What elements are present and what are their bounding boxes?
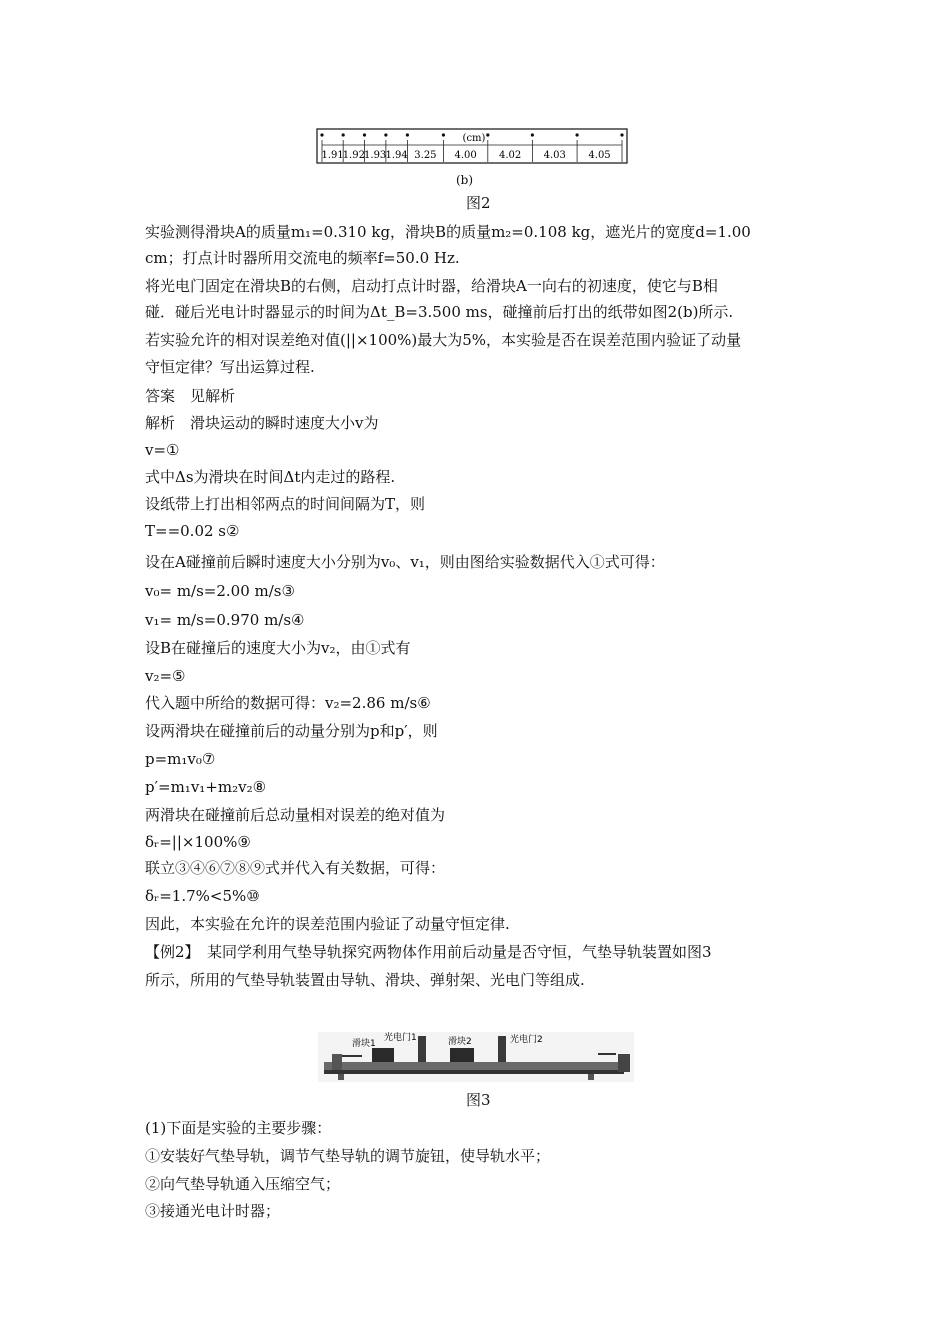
text-line: 式中Δs为滑块在时间Δt内走过的路程. <box>145 468 396 486</box>
text-line: 实验测得滑块A的质量m₁=0.310 kg，滑块B的质量m₂=0.108 kg，遮光片的宽度d=1.00 <box>145 223 751 241</box>
air-track-figure <box>318 1032 634 1082</box>
slider-1-label: 滑块1 <box>352 1039 376 1049</box>
text-line: 因此，本实验在允许的误差范围内验证了动量守恒定律. <box>145 915 510 933</box>
tape-dot <box>342 133 345 136</box>
text-line: T==0.02 s② <box>145 522 240 540</box>
tape-dot <box>384 133 387 136</box>
step-line: ②向气垫导轨通入压缩空气； <box>145 1175 341 1193</box>
paper-tape-figure <box>316 128 628 164</box>
text-line: p′=m₁v₁+m₂v₂⑧ <box>145 778 267 796</box>
example-2-line-2: 所示，所用的气垫导轨装置由导轨、滑块、弹射架、光电门等组成. <box>145 971 585 989</box>
text-line: 守恒定律？写出运算过程. <box>145 358 315 376</box>
text-line: 碰．碰后光电计时器显示的时间为Δt_B=3.500 ms，碰撞前后打出的纸带如图2(b)所示. <box>145 303 734 321</box>
tape-segment-label: 4.02 <box>498 150 522 161</box>
text-line: 将光电门固定在滑块B的右侧，启动打点计时器，给滑块A一向右的初速度，使它与B相 <box>145 277 718 295</box>
tape-segment-label: 3.25 <box>414 150 437 161</box>
text-line: 两滑块在碰撞前后总动量相对误差的绝对值为 <box>145 806 446 824</box>
figure-3-caption: 图3 <box>466 1091 491 1109</box>
text-line: δᵣ=||×100%⑨ <box>145 833 251 851</box>
text-line: 设纸带上打出相邻两点的时间间隔为T，则 <box>145 495 426 513</box>
text-line: δᵣ=1.7%<5%⑩ <box>145 887 260 905</box>
tape-dot <box>620 133 623 136</box>
text-line: 设在A碰撞前后瞬时速度大小分别为v₀、v₁，则由图给实验数据代入①式可得： <box>145 553 665 571</box>
tape-dot <box>406 133 409 136</box>
figure-sub-label: (b) <box>456 173 474 187</box>
slider-2-label: 滑块2 <box>448 1037 472 1047</box>
tape-unit-label: (cm) <box>462 133 486 144</box>
analysis-line: 解析 滑块运动的瞬时速度大小v为 <box>145 414 379 432</box>
photogate-1-label: 光电门1 <box>384 1033 417 1043</box>
text-line: v=① <box>145 441 180 459</box>
tape-segment-label: 1.94 <box>385 150 408 161</box>
tape-segment-label: 1.92 <box>342 150 365 161</box>
text-line: 联立③④⑥⑦⑧⑨式并代入有关数据，可得： <box>145 859 446 877</box>
text-line: p=m₁v₀⑦ <box>145 750 216 768</box>
tape-dot <box>486 133 489 136</box>
text-line: v₁= m/s=0.970 m/s④ <box>145 611 305 629</box>
step-line: ③接通光电计时器； <box>145 1202 281 1220</box>
text-line: v₂=⑤ <box>145 667 186 685</box>
tape-dot <box>531 133 534 136</box>
step-line: (1)下面是实验的主要步骤： <box>145 1119 332 1137</box>
text-line: cm；打点计时器所用交流电的频率f=50.0 Hz. <box>145 249 460 267</box>
photogate-2-label: 光电门2 <box>510 1035 543 1045</box>
tape-dot <box>575 133 578 136</box>
text-line: v₀= m/s=2.00 m/s③ <box>145 582 295 600</box>
tape-segment-label: 4.05 <box>588 150 611 161</box>
tape-segment-label: 4.03 <box>543 150 566 161</box>
tape-segment-label: 1.91 <box>321 150 344 161</box>
figure-2-caption: 图2 <box>466 194 491 212</box>
text-line: 设B在碰撞后的速度大小为v₂，由①式有 <box>145 639 411 657</box>
answer-line: 答案 见解析 <box>145 387 236 405</box>
text-line: 代入题中所给的数据可得：v₂=2.86 m/s⑥ <box>145 694 431 712</box>
tape-dot <box>320 133 323 136</box>
tape-dot <box>442 133 445 136</box>
text-line: 若实验允许的相对误差绝对值(||×100%)最大为5%，本实验是否在误差范围内验证了动量 <box>145 331 742 349</box>
example-2-line-1: 【例2】 某同学利用气垫导轨探究两物体作用前后动量是否守恒，气垫导轨装置如图3 <box>145 943 712 961</box>
step-line: ①安装好气垫导轨，调节气垫导轨的调节旋钮，使导轨水平； <box>145 1147 551 1165</box>
text-line: 设两滑块在碰撞前后的动量分别为p和p′，则 <box>145 722 438 740</box>
tape-dot <box>363 133 366 136</box>
tape-segment-label: 1.93 <box>364 150 387 161</box>
tape-segment-label: 4.00 <box>454 150 477 161</box>
